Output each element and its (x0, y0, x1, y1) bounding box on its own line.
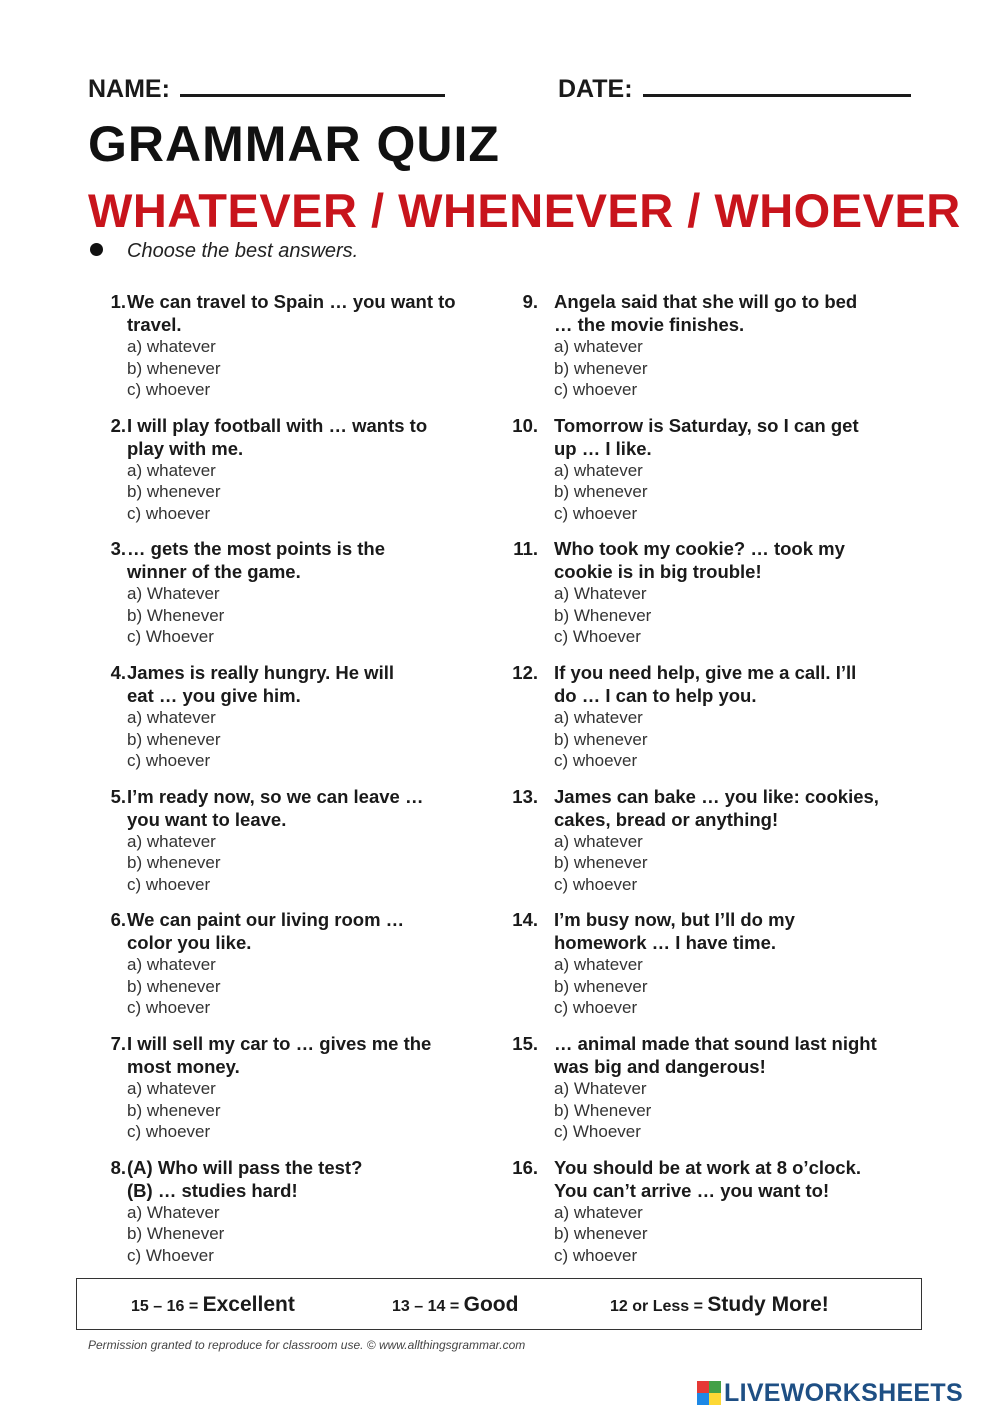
score-range: 15 – 16 = (131, 1298, 199, 1315)
question-number: 3. (110, 538, 126, 560)
answer-option[interactable]: a) whatever (127, 460, 216, 480)
question-text: I will sell my car to … gives me the most money. (127, 1033, 432, 1078)
question-number: 4. (110, 662, 126, 684)
question-text: … animal made that sound last night was big and dangerous! (554, 1033, 877, 1078)
score-range: 12 or Less = (610, 1298, 703, 1315)
answer-option[interactable]: c) whoever (554, 1245, 638, 1265)
question-body (554, 537, 924, 648)
date-label: DATE: (558, 75, 633, 103)
answer-option[interactable]: a) whatever (554, 955, 643, 975)
question-item (508, 785, 928, 909)
page-subtitle: WHATEVER / WHENEVER / WHOEVER (88, 184, 961, 237)
question-number: 6. (110, 909, 126, 931)
answer-option[interactable]: c) whoever (554, 503, 638, 523)
answer-option[interactable]: a) whatever (127, 337, 216, 356)
answer-option[interactable]: b) whenever (554, 729, 648, 749)
answer-option[interactable]: c) whoever (554, 874, 638, 894)
bullet-icon (90, 243, 103, 256)
answer-options (127, 460, 512, 525)
answer-option[interactable]: a) whatever (127, 955, 216, 975)
question-text: We can paint our living room … color you like. (127, 909, 405, 954)
question-text: We can travel to Spain … you want to travel. (127, 291, 456, 335)
question-item (90, 414, 510, 538)
question-item (508, 908, 928, 1032)
answer-option[interactable]: c) Whoever (127, 627, 214, 647)
question-item (90, 1032, 510, 1156)
answer-option[interactable]: b) whenever (554, 482, 648, 502)
question-body (554, 785, 924, 896)
question-text: Angela said that she will go to bed … the movie finishes. (554, 291, 858, 335)
question-body (127, 908, 512, 1019)
footer-permission: Permission granted to reproduce for classroom use. © www.allthingsgrammar.com (88, 1338, 526, 1352)
answer-option[interactable]: b) Whenever (554, 605, 652, 625)
question-text: I will play football with … wants to play with me. (127, 414, 428, 459)
answer-options (554, 336, 924, 401)
logo-square (709, 1381, 721, 1393)
answer-options (127, 954, 512, 1019)
question-text: I’m ready now, so we can leave … you want to leave. (127, 785, 424, 830)
answer-option[interactable]: c) whoever (127, 503, 211, 523)
date-blank[interactable] (643, 70, 911, 97)
question-body (554, 661, 924, 772)
name-blank[interactable] (180, 70, 445, 97)
question-body (554, 1156, 924, 1267)
question-number: 15. (512, 1033, 538, 1055)
question-text: … gets the most points is the winner of the game. (127, 538, 385, 583)
question-text: (A) Who will pass the test? (B) … studies hard! (127, 1156, 363, 1201)
answer-options (554, 1202, 924, 1267)
question-number: 10. (512, 414, 538, 436)
question-body (554, 908, 924, 1019)
answer-option[interactable]: a) Whatever (127, 1202, 220, 1222)
answer-option[interactable]: c) Whoever (554, 627, 641, 647)
liveworksheets-logo-icon (697, 1381, 721, 1405)
answer-option[interactable]: a) whatever (127, 708, 216, 728)
answer-options (554, 583, 924, 648)
answer-option[interactable]: a) whatever (554, 708, 643, 728)
answer-option[interactable]: a) Whatever (554, 584, 647, 604)
answer-option[interactable]: c) whoever (554, 998, 638, 1018)
answer-option[interactable]: c) Whoever (554, 1122, 641, 1142)
score-range: 13 – 14 = (392, 1298, 460, 1315)
questions-left-column (90, 290, 510, 1280)
question-body (127, 1032, 512, 1143)
answer-option[interactable]: b) whenever (127, 482, 221, 502)
header-row (88, 70, 918, 110)
answer-option[interactable]: a) whatever (127, 831, 216, 851)
instructions (90, 240, 358, 263)
answer-option[interactable]: c) whoever (554, 380, 638, 399)
watermark-text: LIVEWORKSHEETS (724, 1378, 963, 1407)
answer-options (127, 831, 512, 896)
question-number: 1. (110, 291, 126, 312)
answer-options (127, 1078, 512, 1143)
question-item (508, 1156, 928, 1280)
question-number: 16. (512, 1156, 538, 1178)
question-body (554, 290, 924, 401)
name-field (88, 70, 445, 104)
answer-option[interactable]: b) whenever (127, 729, 221, 749)
question-text: James is really hungry. He will eat … you give him. (127, 662, 394, 707)
question-body (127, 414, 512, 525)
answer-option[interactable]: c) whoever (127, 1122, 211, 1142)
question-body (127, 537, 512, 648)
question-number: 2. (110, 414, 126, 436)
answer-option[interactable]: c) whoever (554, 751, 638, 771)
question-number: 13. (512, 785, 538, 807)
question-text: If you need help, give me a call. I’ll do … I can to help you. (554, 662, 857, 707)
question-item (508, 414, 928, 538)
question-body (127, 785, 512, 896)
question-item (90, 661, 510, 785)
score-study-more (610, 1293, 829, 1317)
question-item (90, 1156, 510, 1280)
questions-right-column (508, 290, 928, 1280)
question-body (127, 290, 512, 401)
answer-option[interactable]: b) whenever (554, 853, 648, 873)
answer-option[interactable]: b) whenever (127, 976, 221, 996)
question-number: 11. (513, 538, 538, 560)
answer-option[interactable]: a) whatever (127, 1079, 216, 1099)
answer-option[interactable]: c) whoever (127, 380, 211, 399)
answer-option[interactable]: b) whenever (554, 1224, 648, 1244)
question-text: Tomorrow is Saturday, so I can get up … I like. (554, 414, 859, 459)
answer-option[interactable]: b) Whenever (127, 1224, 225, 1244)
question-body (127, 661, 512, 772)
question-item (508, 661, 928, 785)
answer-option[interactable]: b) whenever (127, 358, 221, 378)
page-title: GRAMMAR QUIZ (88, 116, 500, 172)
question-item (90, 908, 510, 1032)
score-good (392, 1293, 518, 1317)
answer-option[interactable]: a) whatever (554, 337, 643, 356)
answer-option[interactable]: b) Whenever (127, 605, 225, 625)
answer-options (127, 336, 512, 401)
answer-option[interactable]: b) whenever (127, 1100, 221, 1120)
answer-options (554, 460, 924, 525)
answer-options (554, 707, 924, 772)
question-text: You should be at work at 8 o’clock. You can’t arrive … you want to! (554, 1156, 862, 1201)
logo-square (697, 1393, 709, 1405)
question-number: 9. (522, 291, 538, 312)
instructions-text: Choose the best answers. (127, 240, 359, 262)
logo-square (709, 1393, 721, 1405)
question-number: 8. (110, 1156, 126, 1178)
score-label: Good (463, 1293, 519, 1316)
name-label: NAME: (88, 75, 170, 103)
question-text: I’m busy now, but I’ll do my homework … I have time. (554, 909, 795, 954)
answer-options (554, 831, 924, 896)
score-excellent (131, 1293, 295, 1317)
logo-square (697, 1381, 709, 1393)
score-label: Study More! (707, 1293, 829, 1316)
question-item (90, 290, 510, 414)
date-field (558, 70, 911, 104)
answer-option[interactable]: a) Whatever (127, 584, 220, 604)
question-number: 12. (512, 662, 538, 684)
answer-option[interactable]: c) whoever (127, 874, 211, 894)
answer-option[interactable]: b) Whenever (554, 1100, 652, 1120)
answer-option[interactable]: c) Whoever (127, 1245, 214, 1265)
answer-option[interactable]: b) whenever (554, 358, 648, 378)
question-item (90, 537, 510, 661)
answer-options (554, 1078, 924, 1143)
question-body (127, 1156, 512, 1267)
answer-option[interactable]: b) whenever (554, 976, 648, 996)
question-body (554, 414, 924, 525)
answer-option[interactable]: a) whatever (554, 460, 643, 480)
answer-option[interactable]: a) whatever (554, 831, 643, 851)
answer-options (127, 1202, 512, 1267)
answer-options (127, 583, 512, 648)
answer-option[interactable]: c) whoever (127, 998, 211, 1018)
score-label: Excellent (202, 1293, 295, 1316)
question-item (90, 785, 510, 909)
liveworksheets-watermark[interactable] (697, 1378, 963, 1408)
question-number: 5. (110, 785, 126, 807)
answer-options (554, 954, 924, 1019)
answer-option[interactable]: c) whoever (127, 751, 211, 771)
answer-options (127, 707, 512, 772)
answer-option[interactable]: a) Whatever (554, 1079, 647, 1099)
question-text: James can bake … you like: cookies, cakes, bread or anything! (554, 785, 879, 830)
question-text: Who took my cookie? … took my cookie is in big trouble! (554, 538, 845, 583)
question-item (508, 1032, 928, 1156)
question-number: 7. (110, 1033, 126, 1055)
question-item (508, 290, 928, 414)
question-body (554, 1032, 924, 1143)
question-number: 14. (512, 909, 538, 931)
answer-option[interactable]: b) whenever (127, 853, 221, 873)
answer-option[interactable]: a) whatever (554, 1202, 643, 1222)
question-item (508, 537, 928, 661)
scoring-box (76, 1278, 922, 1330)
